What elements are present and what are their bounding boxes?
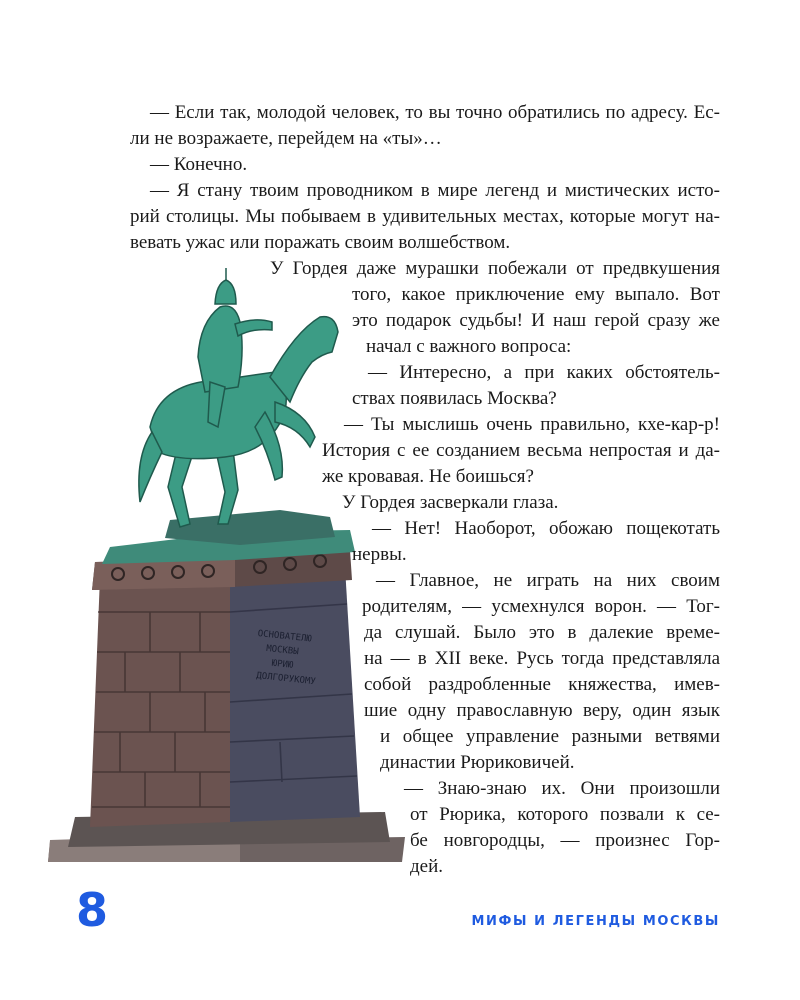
text-line: того, какое приключение ему выпало. Вот [352,284,720,305]
inscription-line-2: МОСКВЫ [265,643,300,658]
text-line: от Рюрика, которого позвали к се- [410,804,720,825]
page-number: 8 [76,883,109,937]
text-line: — Я стану твоим проводником в мире легенд и мистических исто- [150,180,720,201]
text-line: начал с важного вопроса: [366,336,572,357]
text-line: дей. [410,856,444,877]
text-line: нервы. [352,544,407,565]
text-line: — Интересно, а при каких обстоятель- [368,362,720,383]
text-line: шие одну православную веру, один язык [364,700,720,721]
inscription-line-1: ОСНОВАТЕЛЮ [257,628,313,645]
text-line: собой раздробленные княжества, имев- [364,674,720,695]
text-line: рий столицы. Мы побываем в удивительных местах, которые могут на- [130,206,720,227]
inscription-line-4: ДОЛГОРУКОМУ [255,671,317,688]
text-line: — Конечно. [150,154,248,175]
text-line: ли не возражаете, перейдем на «ты»… [130,128,442,149]
text-line: У Гордея даже мурашки побежали от предвкушения [270,258,720,279]
text-line: — Знаю-знаю их. Они произошли [404,778,720,799]
text-line: родителям, — усмехнулся ворон. — Тог- [362,596,720,617]
text-line: — Главное, не играть на них своим [376,570,720,591]
text-line: У Гордея засверкали глаза. [342,492,559,513]
text-line: это подарок судьбы! И наш герой сразу же [352,310,720,331]
text-line: же кровавая. Не боишься? [322,466,534,487]
text-line: ствах появилась Москва? [352,388,557,409]
inscription-line-3: ЮРИЮ [271,658,294,671]
pedestal-front [90,577,230,827]
running-title: МИФЫ И ЛЕГЕНДЫ МОСКВЫ [471,914,720,929]
text-line: История с ее созданием весьма непростая и да- [322,440,720,461]
horse-statue [139,268,338,527]
text-line: — Если так, молодой человек, то вы точно обратились по адресу. Ес- [150,102,720,123]
text-line: на — в XII веке. Русь тогда представляла [364,648,720,669]
text-line: вевать ужас или поражать своим волшебством. [130,232,511,253]
text-line: — Ты мыслишь очень правильно, кхе-кар-р! [344,414,720,435]
text-line: — Нет! Наоборот, обожаю пощекотать [372,518,720,539]
text-line: бе новгородцы, — произнес Гор- [410,830,720,851]
text-line: династии Рюриковичей. [380,752,575,773]
text-line: да слушай. Было это в далекие време- [364,622,720,643]
text-line: и общее управление разными ветвями [380,726,720,747]
